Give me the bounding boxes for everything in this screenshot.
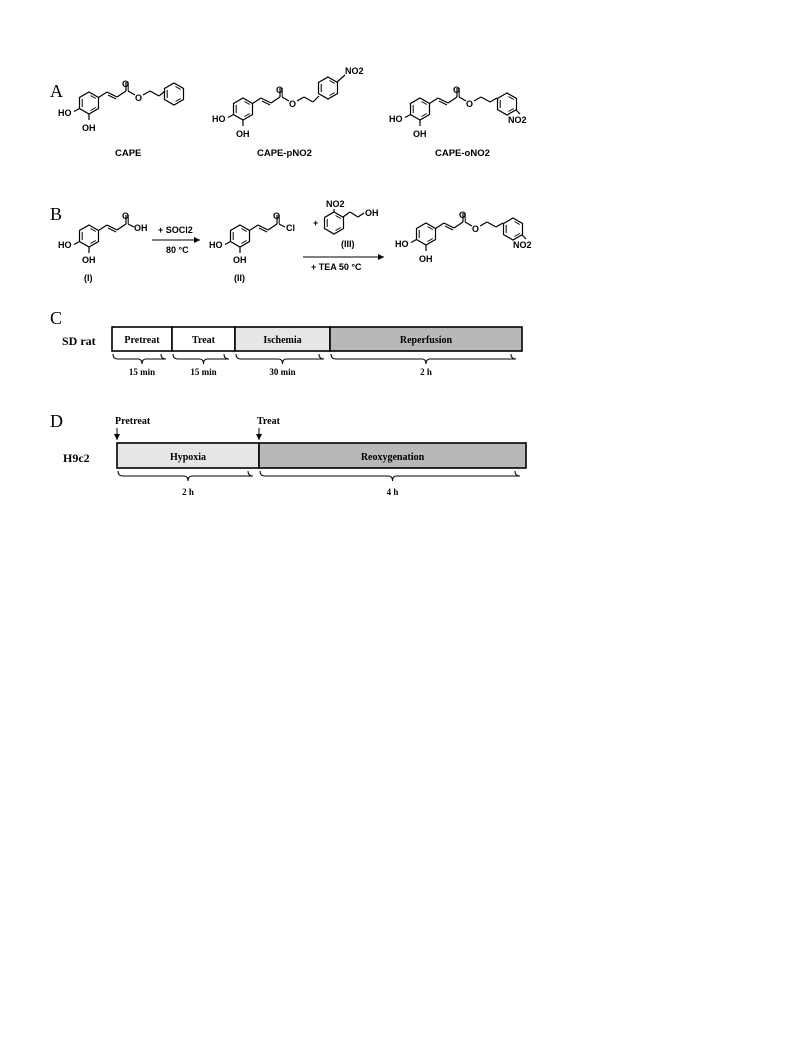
acyl-chloride-ho: HO xyxy=(209,240,223,250)
cape-pno2-ho: HO xyxy=(212,114,226,124)
product-ester-o: O xyxy=(472,224,480,234)
cape-pno2-oh: OH xyxy=(236,129,250,139)
marker-treat: Treat xyxy=(257,416,280,427)
step1-reagent: + SOCl2 xyxy=(158,225,193,235)
cape-ono2-label: CAPE-oNO2 xyxy=(435,148,490,159)
panel-a-letter: A xyxy=(50,81,63,101)
segment-duration: 4 h xyxy=(386,487,399,497)
cape-pno2-label: CAPE-pNO2 xyxy=(257,148,312,159)
cape-ester-o: O xyxy=(135,93,143,103)
acyl-chloride-structure xyxy=(209,211,295,265)
segment-label: Hypoxia xyxy=(169,452,207,463)
h9c2-timeline xyxy=(115,416,526,497)
intermediate-label: (II) xyxy=(234,273,245,283)
caffeic-acid-ho: HO xyxy=(58,240,72,250)
cape-ho: HO xyxy=(58,108,72,118)
duration-brace xyxy=(331,354,516,364)
cape-ono2-oh: OH xyxy=(413,129,427,139)
segment-duration: 30 min xyxy=(269,367,296,377)
cape-pno2-no2: NO2 xyxy=(345,66,364,76)
panel-d-letter: D xyxy=(50,411,63,431)
segment-duration: 15 min xyxy=(190,367,217,377)
cape-pno2-carbonyl-o: O xyxy=(276,85,284,95)
caffeic-acid-structure xyxy=(58,211,148,265)
duration-brace xyxy=(173,354,229,364)
cape-ono2-ho: HO xyxy=(389,114,403,124)
marker-pretreat: Pretreat xyxy=(115,416,151,427)
panel-c-letter: C xyxy=(50,308,63,328)
panel-b-letter: B xyxy=(50,204,63,224)
sd-rat-timeline xyxy=(112,327,522,377)
reagent3-label: (III) xyxy=(341,239,355,249)
cape-pno2-structure xyxy=(212,66,364,139)
cape-structure xyxy=(58,79,184,133)
caffeic-acid-oh: OH xyxy=(134,223,148,233)
reagent3-no2: NO2 xyxy=(326,199,345,209)
segment-label: Reperfusion xyxy=(399,335,453,346)
cape-ono2-carbonyl-o: O xyxy=(453,85,461,95)
reagent3-plus: + xyxy=(313,218,319,228)
cape-oh: OH xyxy=(82,123,96,133)
segment-duration: 2 h xyxy=(182,487,194,497)
product-structure xyxy=(395,210,532,264)
sd-rat-label: SD rat xyxy=(62,334,96,348)
segment-label: Pretreat xyxy=(124,335,160,346)
h9c2-label: H9c2 xyxy=(63,451,90,465)
cape-ono2-ester-o: O xyxy=(466,99,474,109)
acyl-chloride-o: O xyxy=(273,211,281,221)
reactant-label: (I) xyxy=(84,273,93,283)
duration-brace xyxy=(113,354,166,364)
reagent3-oh: OH xyxy=(365,208,379,218)
cape-ono2-structure xyxy=(389,85,527,139)
product-no2: NO2 xyxy=(513,240,532,250)
acyl-chloride-cl: Cl xyxy=(286,223,295,233)
caffeic-acid-o: O xyxy=(122,211,130,221)
step2-conditions: + TEA 50 °C xyxy=(311,262,362,272)
duration-brace xyxy=(260,471,520,481)
cape-pno2-ester-o: O xyxy=(289,99,297,109)
caffeic-acid-ring-oh: OH xyxy=(82,255,96,265)
duration-brace xyxy=(118,471,253,481)
duration-brace xyxy=(236,354,324,364)
segment-label: Reoxygenation xyxy=(360,452,425,463)
nitrophenylethanol-structure xyxy=(313,199,379,234)
product-carbonyl-o: O xyxy=(459,210,467,220)
product-ho: HO xyxy=(395,239,409,249)
segment-duration: 2 h xyxy=(420,367,432,377)
cape-carbonyl-o: O xyxy=(122,79,130,89)
segment-label: Treat xyxy=(192,335,215,346)
segment-label: Ischemia xyxy=(263,335,302,346)
cape-ono2-no2: NO2 xyxy=(508,115,527,125)
cape-label: CAPE xyxy=(115,148,142,159)
product-oh: OH xyxy=(419,254,433,264)
acyl-chloride-oh: OH xyxy=(233,255,247,265)
segment-duration: 15 min xyxy=(128,367,156,377)
step1-temp: 80 °C xyxy=(166,245,189,255)
